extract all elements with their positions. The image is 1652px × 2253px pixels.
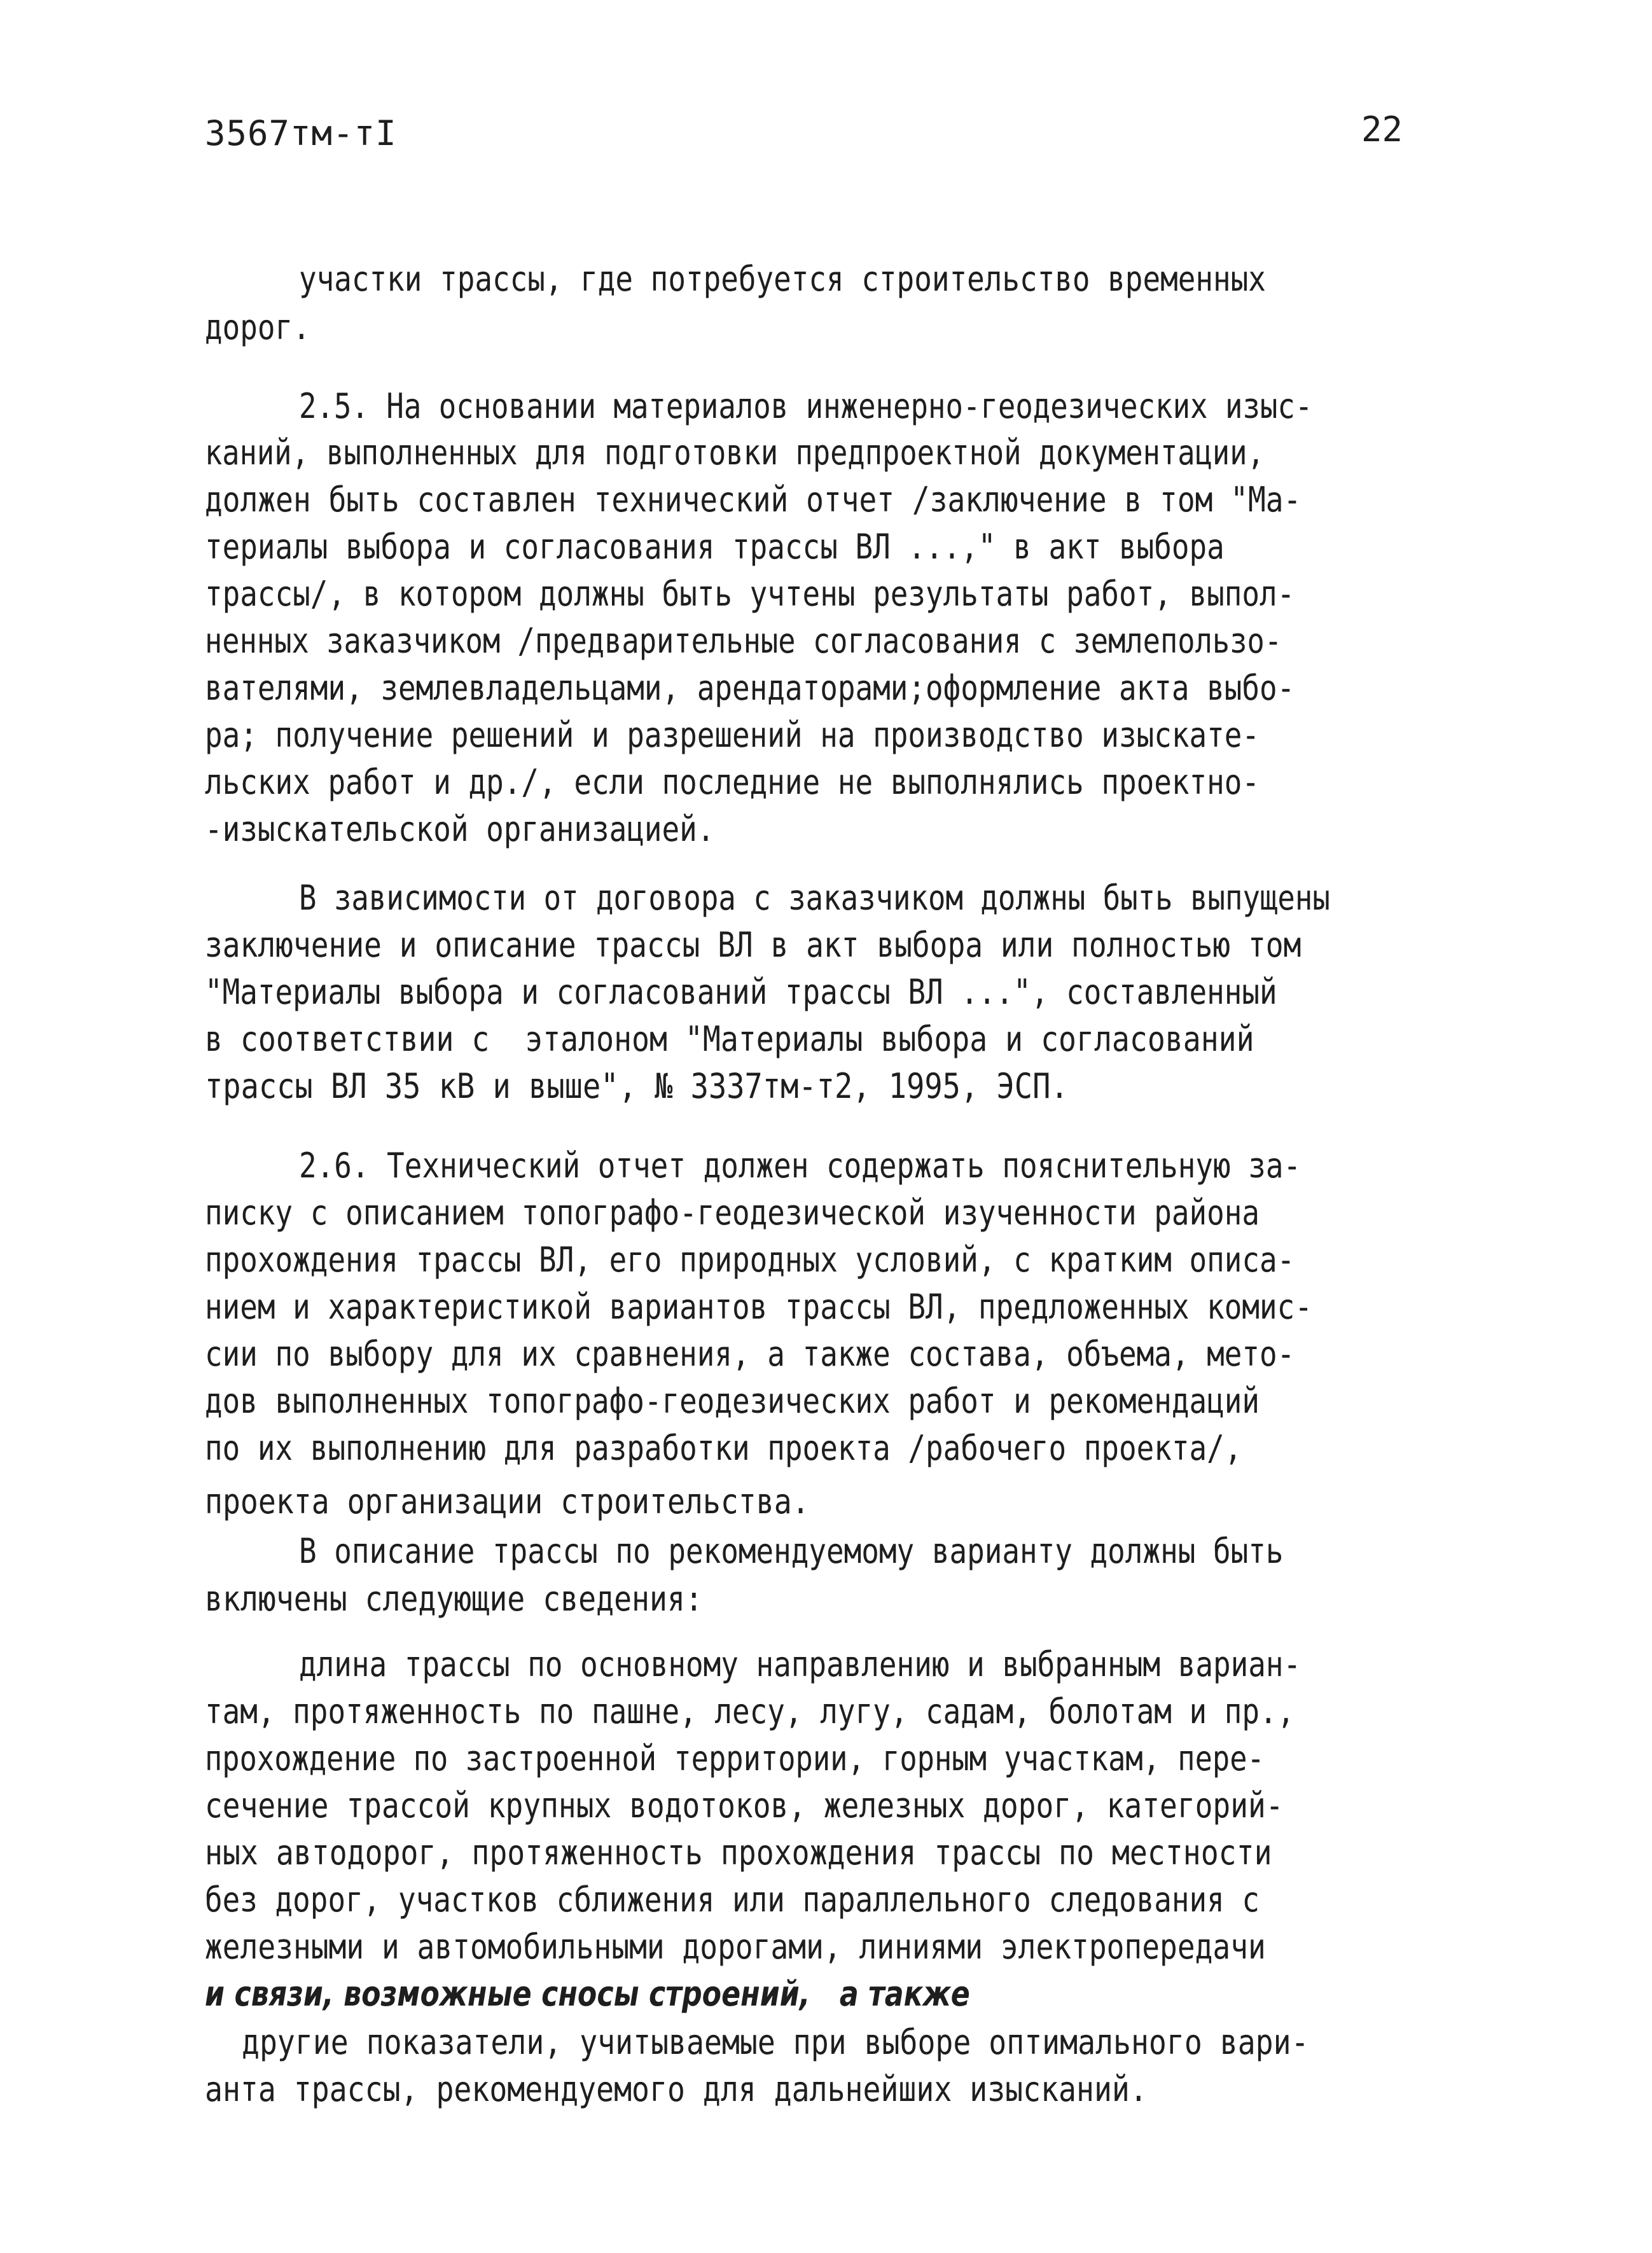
text-line: трассы ВЛ 35 кВ и выше", № 3337тм-т2, 1995, ЭСП. [205,1066,1069,1106]
text-line: "Материалы выбора и согласований трассы ВЛ ...", составленный [205,972,1277,1012]
text-line: -изыскательской организацией. [205,809,715,849]
text-line: включены следующие сведения: [205,1579,703,1619]
text-line: в соответствии с эталоном "Материалы выбора и согласований [205,1019,1254,1059]
text-line: заключение и описание трассы ВЛ в акт выбора или полностью том [205,925,1301,965]
text-line: В зависимости от договора с заказчиком должны быть выпущены [299,878,1330,918]
text-line: териалы выбора и согласования трассы ВЛ ...," в акт выбора [205,527,1225,567]
document-code: 3567тм-тI [205,113,397,153]
text-line: другие показатели, учитываемые при выборе оптимального вари- [242,2022,1309,2062]
text-line: трассы/, в котором должны быть учтены результаты работ, выпол- [205,574,1295,614]
text-line: льских работ и др./, если последние не выполнялись проектно- [205,762,1260,802]
text-line: по их выполнению для разработки проекта /рабочего проекта/, [205,1428,1242,1468]
text-line: железными и автомобильными дорогами, линиями электропередачи [205,1927,1266,1967]
text-line: прохождение по застроенной территории, горным участкам, пере- [205,1738,1265,1778]
text-line: анта трассы, рекомендуемого для дальнейших изысканий. [205,2069,1148,2109]
text-line: дорог. [205,307,310,347]
text-line: нием и характеристикой вариантов трассы ВЛ, предложенных комис- [205,1287,1312,1327]
handwritten-text-line: и связи, возможные сносы строений, а также [205,1974,970,2014]
text-line: вателями, землевладельцами, арендаторами;оформление акта выбо- [205,668,1295,708]
text-line: участки трассы, где потребуется строительство временных [299,259,1266,299]
text-line: должен быть составлен технический отчет /заключение в том "Ма- [205,480,1301,520]
page-number: 22 [1361,109,1403,149]
text-line: проекта организации строительства. [205,1481,810,1522]
text-line: длина трассы по основному направлению и выбранным вариан- [299,1644,1301,1684]
text-line: ра; получение решений и разрешений на производство изыскате- [205,715,1260,755]
text-line: ных автодорог, протяженность прохождения трассы по местности [205,1833,1272,1873]
text-line: 2.6. Технический отчет должен содержать пояснительную за- [299,1146,1301,1186]
text-line: прохождения трассы ВЛ, его природных условий, с кратким описа- [205,1240,1295,1280]
text-line: сечение трассой крупных водотоков, железных дорог, категорий- [205,1785,1284,1826]
text-line: без дорог, участков сближения или параллельного следования с [205,1880,1260,1920]
text-line: сии по выбору для их сравнения, а также состава, объема, мето- [205,1334,1295,1374]
text-line: В описание трассы по рекомендуемому варианту должны быть [299,1531,1284,1571]
text-line: дов выполненных топографо-геодезических работ и рекомендаций [205,1381,1260,1421]
text-line: ненных заказчиком /предварительные согласования с землепользо- [205,621,1282,661]
text-line: каний, выполненных для подготовки предпроектной документации, [205,433,1265,473]
text-line: 2.5. На основании материалов инженерно-геодезических изыс- [299,386,1313,426]
text-line: писку с описанием топографо-геодезической изученности района [205,1193,1260,1233]
text-line: там, протяженность по пашне, лесу, лугу, садам, болотам и пр., [205,1691,1295,1731]
